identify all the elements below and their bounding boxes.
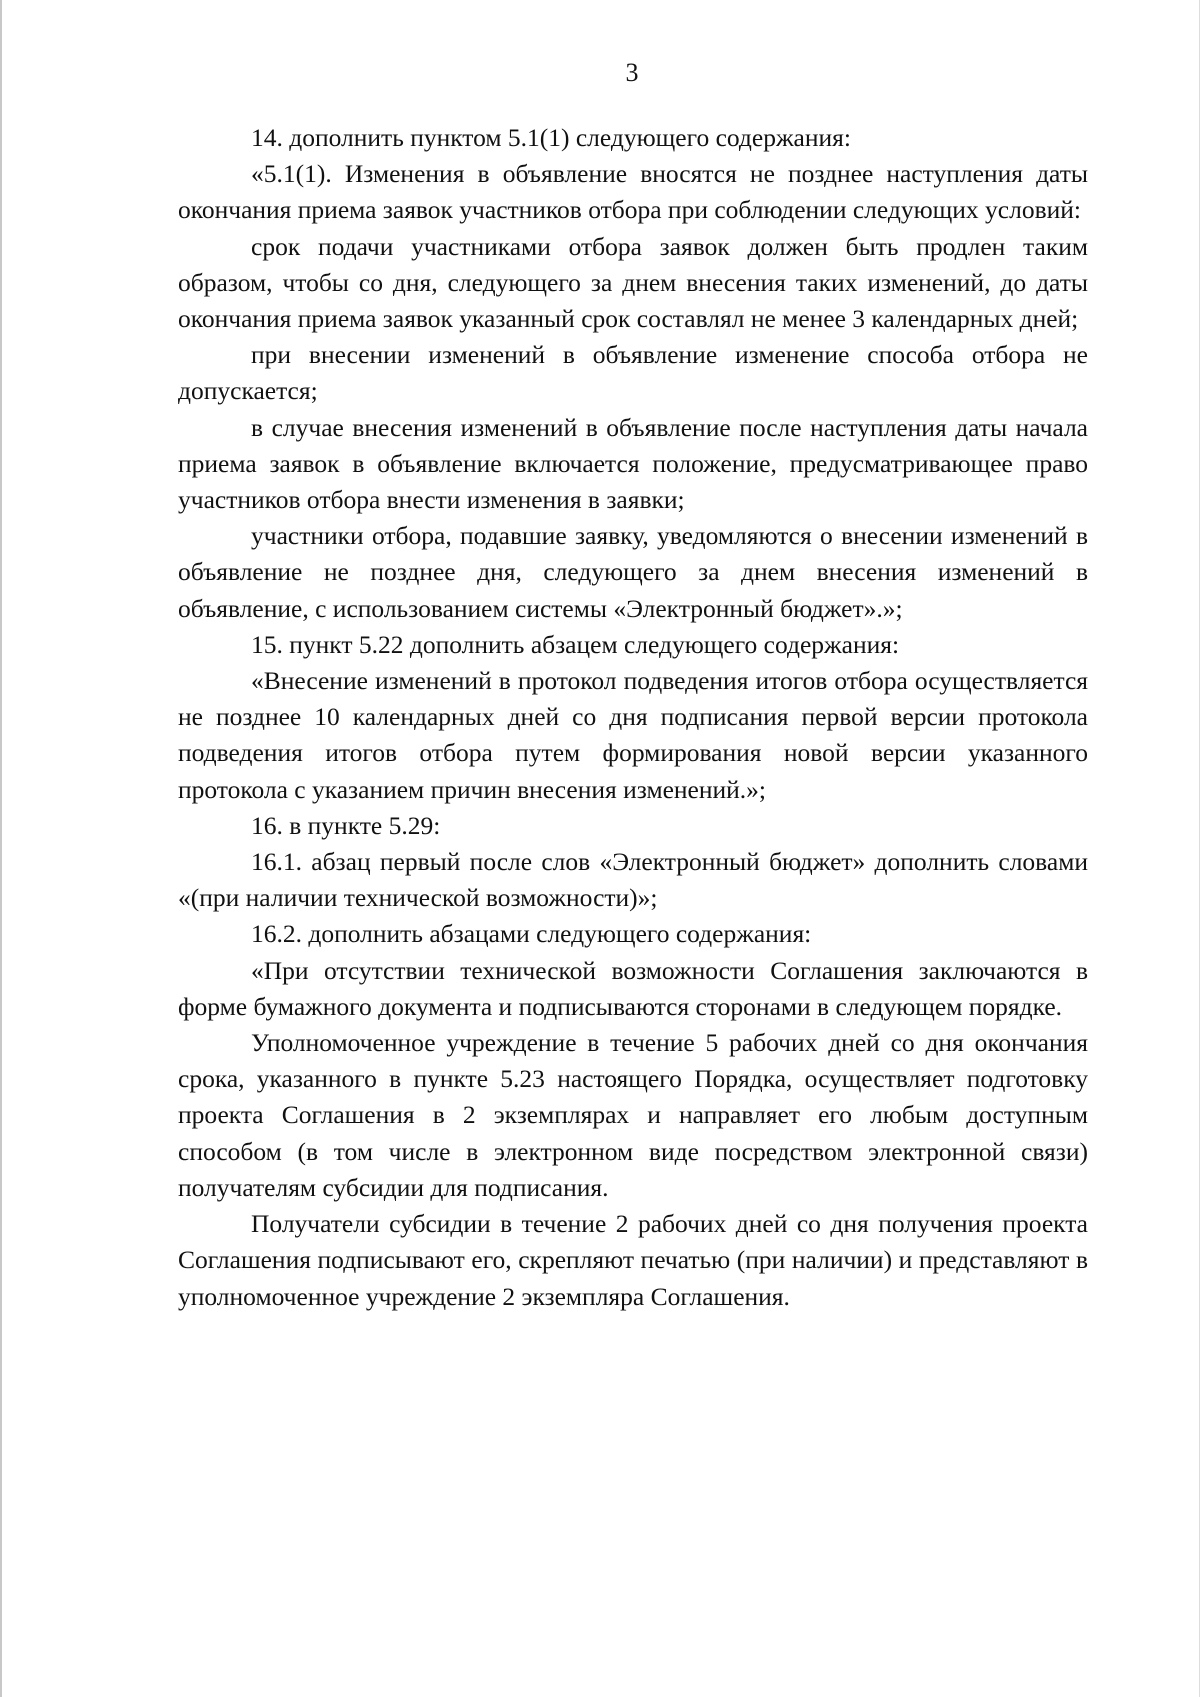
paragraph-participants-notice: участники отбора, подавшие заявку, уведомляются о внесении изменений в объявление не позднее дня, следующего за днем внесения изменений в объявление, с использованием системы «Электронный бюджет».»; bbox=[178, 521, 1088, 623]
paragraph-item-15: 15. пункт 5.22 дополнить абзацем следующего содержания: bbox=[251, 629, 900, 659]
paragraph-item-16-1: 16.1. абзац первый после слов «Электронный бюджет» дополнить словами «(при наличии технической возможности)»; bbox=[178, 847, 1088, 913]
paragraph-paper-agreements: «При отсутствии технической возможности Соглашения заключаются в форме бумажного документа и подписываются сторонами в следующем порядке. bbox=[178, 955, 1088, 1021]
paragraph-deadline-extension: срок подачи участниками отбора заявок должен быть продлен таким образом, чтобы со дня, следующего за днем внесения таких изменений, до даты окончания приема заявок указанный срок составлял не менее 3 календарных дней; bbox=[178, 231, 1088, 334]
paragraph-quoted-5-1-1: «5.1(1). Изменения в объявление вносятся не позднее наступления даты окончания приема заявок участников отбора при соблюдении следующих условий: bbox=[178, 159, 1088, 225]
paragraph-changes-after-start: в случае внесения изменений в объявление после наступления даты начала приема заявок в объявление включается положение, предусматривающее право участников отбора внести изменения в заявки; bbox=[178, 412, 1088, 515]
paragraph-subsidy-recipients: Получатели субсидии в течение 2 рабочих дней со дня получения проекта Соглашения подписывают его, скрепляют печатью (при наличии) и представляют в уполномоченное учреждение 2 экземпляра Соглашения. bbox=[178, 1209, 1088, 1311]
page-number: 3 bbox=[625, 58, 639, 87]
paragraph-item-16-2: 16.2. дополнить абзацами следующего содержания: bbox=[251, 919, 812, 949]
paragraph-method-change: при внесении изменений в объявление изменение способа отбора не допускается; bbox=[178, 340, 1088, 406]
paragraph-item-16: 16. в пункте 5.29: bbox=[251, 810, 441, 840]
document-body bbox=[178, 120, 1088, 1315]
paragraph-protocol-changes: «Внесение изменений в протокол подведения итогов отбора осуществляется не позднее 10 календарных дней со дня подписания первой версии протокола подведения итогов отбора путем формирования новой версии указанного протокола с указанием причин внесения изменений.»; bbox=[178, 666, 1088, 804]
paragraph-item-14: 14. дополнить пунктом 5.1(1) следующего содержания: bbox=[251, 123, 851, 152]
paragraph-authorized-institution: Уполномоченное учреждение в течение 5 рабочих дней со дня окончания срока, указанного в пункте 5.23 настоящего Порядка, осуществляет подготовку проекта Соглашения в 2 экземплярах и направляет его любым доступным способом (в том числе в электронном виде посредством электронной связи) получателям субсидии для подписания. bbox=[178, 1028, 1088, 1202]
